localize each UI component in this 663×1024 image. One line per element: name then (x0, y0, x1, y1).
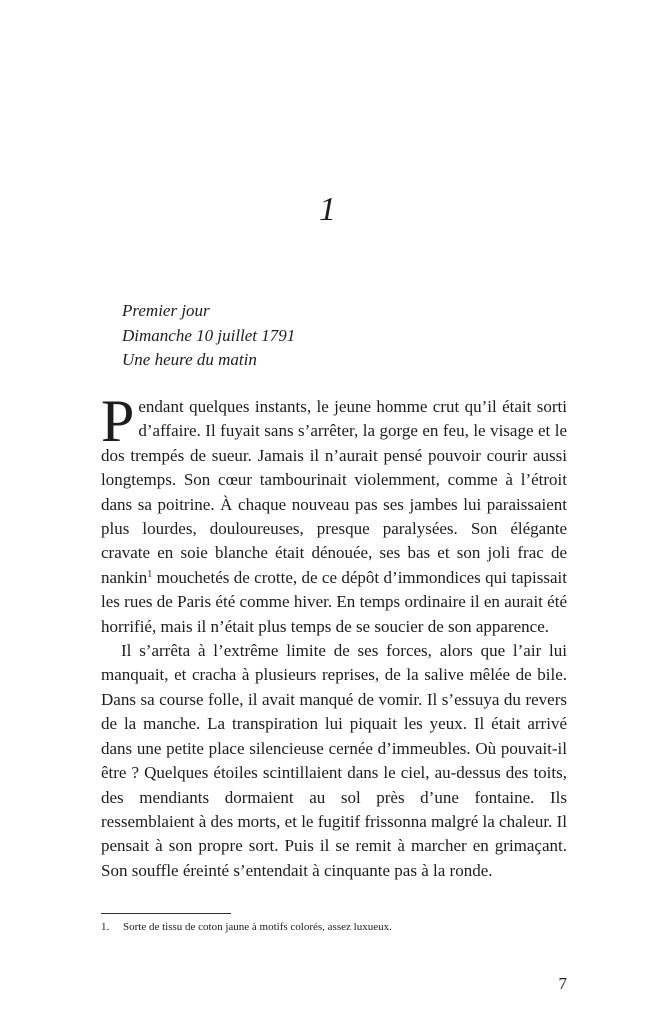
drop-cap: P (101, 388, 135, 454)
paragraph-1-text: endant quelques instants, le jeune homme crut qu’il était sorti d’affaire. Il fuyait sans s’arrêter, la gorge en feu, le visage et le dos trempés de sueur. Jamais il n’aurait pensé pouvoir courir aussi longtemps. Son cœur tambourinait violemment, comme à l’étroit dans sa poitrine. À chaque nouveau pas ses jambes lui paraissaient plus lourdes, douloureuses, presque paralysées. Son élégante cravate en soie blanche était dénouée, ses bas et son joli frac de nankin (101, 397, 567, 587)
chapter-heading (122, 299, 295, 373)
footnote-number: 1. (101, 921, 110, 933)
chapter-number-text: 1 (319, 191, 336, 228)
footnote (101, 920, 392, 934)
footnote-marker: 1 (147, 568, 153, 580)
paragraph-1-text-end: mouchetés de crotte, de ce dépôt d’immondices qui tapissait les rues de Paris été comme hiver. En temps ordinaire il en aurait été horrifié, mais il n’était plus temps de se soucier de son apparence. (101, 567, 567, 636)
heading-day: Premier jour (122, 301, 210, 320)
heading-time: Une heure du matin (122, 350, 257, 369)
chapter-number (0, 188, 663, 232)
page-number: 7 (558, 974, 567, 993)
heading-date: Dimanche 10 juillet 1791 (122, 325, 296, 345)
paragraph-2: Il s’arrêta à l’extrême limite de ses forces, alors que l’air lui manquait, et cracha à plusieurs reprises, de la salive mêlée de bile. Dans sa course folle, il avait manqué de vomir. Il s’essuya du revers de la manche. La transpiration lui piquait les yeux. Il était arrivé dans une petite place silencieuse cernée d’immeubles. Où pouvait-il être ? Quelques étoiles scintillaient dans le ciel, au-dessus des toits, des mendiants dormaient au sol près d’une fontaine. Ils ressemblaient à des morts, et le fugitif frissonna malgré la chaleur. Il pensait à son propre sort. Puis il se remit à marcher en grimaçant. Son souffle éreinté s’entendait à cinquante pas à la ronde. (101, 641, 567, 880)
paragraph-1 (101, 388, 567, 639)
body-text (101, 388, 567, 883)
footnote-text: Sorte de tissu de coton jaune à motifs colorés, assez luxueux. (123, 921, 392, 933)
footnote-divider (101, 913, 231, 914)
